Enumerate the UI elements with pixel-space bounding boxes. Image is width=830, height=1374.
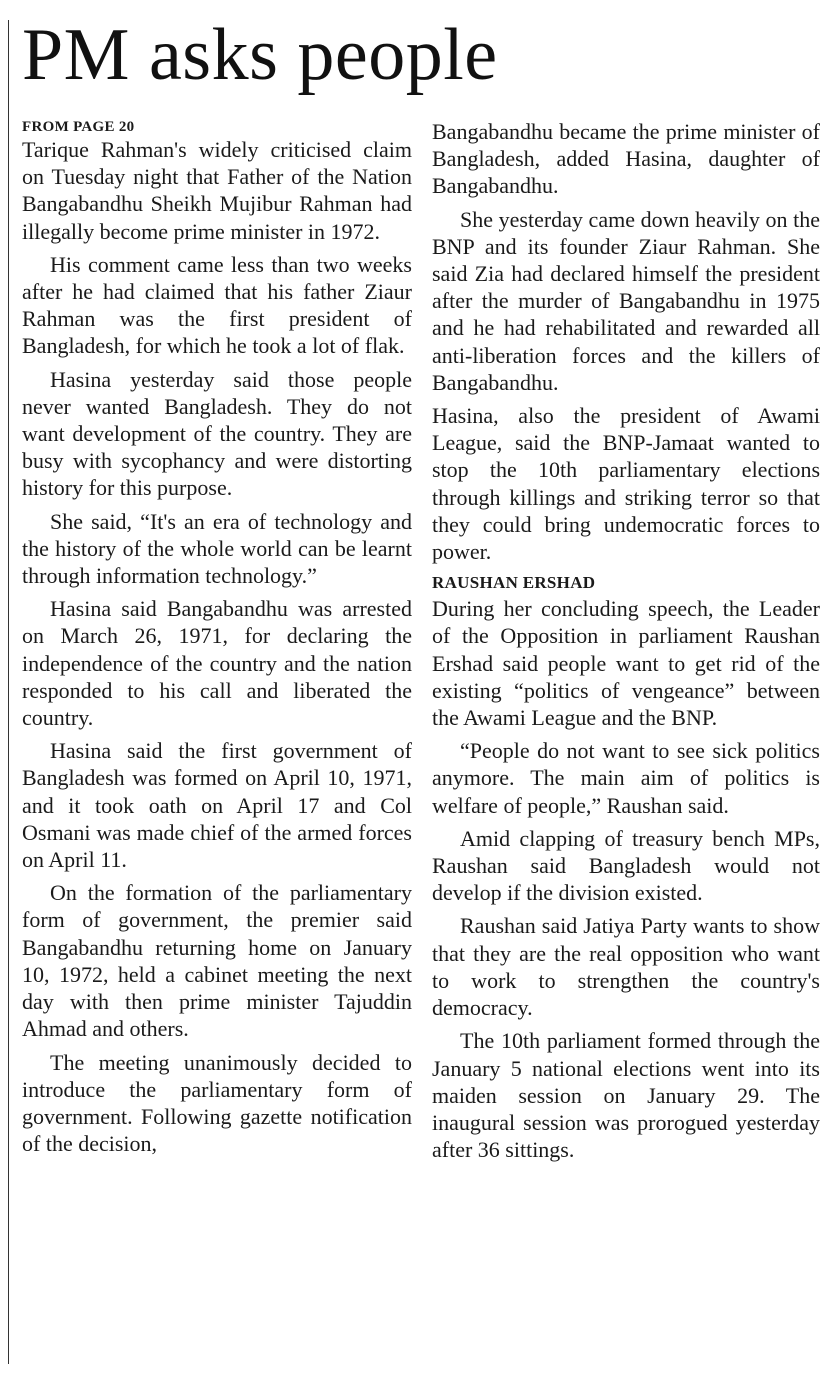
paragraph: She said, “It's an era of technology and the history of the whole world can be learnt through information technology.” [22, 508, 412, 589]
paragraph: Bangabandhu became the prime minister of Bangladesh, added Hasina, daughter of Bangabandhu. [432, 119, 820, 199]
headline: PM asks people [22, 14, 498, 96]
paragraph: She yesterday came down heavily on the BNP and its founder Ziaur Rahman. She said Zia had declared himself the president after the murder of Bangabandhu in 1975 and he had rehabilitated and rewarded all anti-liberation forces and the killers of Bangabandhu. [432, 206, 820, 395]
paragraph: Tarique Rahman's widely criticised claim on Tuesday night that Father of the Nation Bangabandhu Sheikh Mujibur Rahman had illegally become prime minister in 1972. [22, 137, 412, 244]
paragraph: Hasina said Bangabandhu was arrested on March 26, 1971, for declaring the independence of the country and the nation responded to his call and liberated the country. [22, 596, 412, 731]
column-rule [8, 20, 9, 1364]
from-page-label: FROM PAGE 20 [22, 119, 135, 135]
paragraph: Hasina said the first government of Bangladesh was formed on April 10, 1971, and it took oath on April 17 and Col Osmani was made chief of the armed forces on April 11. [22, 738, 412, 873]
paragraph: During her concluding speech, the Leader of the Opposition in parliament Raushan Ershad said people want to get rid of the existing “politics of vengeance” between the Awami League and the BNP. [432, 596, 820, 731]
subhead: RAUSHAN ERSHAD [432, 573, 596, 593]
paragraph: Raushan said Jatiya Party wants to show that they are the real opposition who want to work to strengthen the country's democracy. [432, 913, 820, 1021]
paragraph: Hasina, also the president of Awami League, said the BNP-Jamaat wanted to stop the 10th parliamentary elections through killings and striking terror so that they could bring undemocratic forces to power. [432, 403, 820, 565]
paragraph: Amid clapping of treasury bench MPs, Raushan said Bangladesh would not develop if the division existed. [432, 825, 820, 906]
paragraph: Hasina yesterday said those people never wanted Bangladesh. They do not want development of the country. They are busy with sycophancy and were distorting history for this purpose. [22, 366, 412, 501]
paragraph: His comment came less than two weeks after he had claimed that his father Ziaur Rahman was the first president of Bangladesh, for which he took a lot of flak. [22, 251, 412, 359]
paragraph: The meeting unanimously decided to introduce the parliamentary form of government. Following gazette notification of the decision, [22, 1049, 412, 1157]
article-column-2 [432, 118, 820, 1169]
article-column-1 [22, 118, 412, 1163]
paragraph: “People do not want to see sick politics anymore. The main aim of politics is welfare of people,” Raushan said. [432, 738, 820, 818]
paragraph: The 10th parliament formed through the January 5 national elections went into its maiden session on January 29. The inaugural session was prorogued yesterday after 36 sittings. [432, 1028, 820, 1163]
paragraph: On the formation of the parliamentary form of government, the premier said Bangabandhu returning home on January 10, 1972, held a cabinet meeting the next day with then prime minister Tajuddin Ahmad and others. [22, 880, 412, 1042]
